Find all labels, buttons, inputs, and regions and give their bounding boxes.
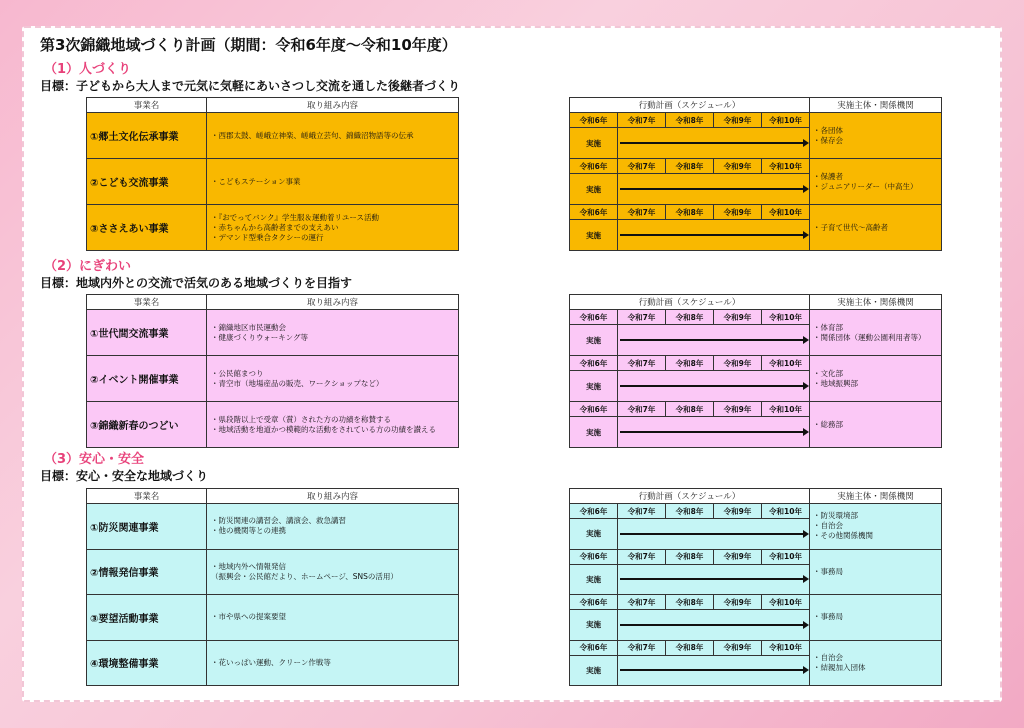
year-row <box>570 356 942 371</box>
section-heading: （1）人づくり <box>44 62 132 77</box>
organization-line: ・子育て世代〜高齢者 <box>813 222 888 232</box>
year-label: 令和8年 <box>666 310 714 325</box>
year-label: 令和9年 <box>714 310 762 325</box>
project-name: ②こども交流事業 <box>87 159 207 205</box>
year-label: 令和7年 <box>618 310 666 325</box>
year-row <box>570 159 942 174</box>
header-organization: 実施主体・関係機関 <box>810 98 942 113</box>
schedule-table <box>569 488 942 686</box>
schedule-arrow-cell <box>618 519 810 550</box>
year-label: 令和9年 <box>714 402 762 417</box>
organization-cell <box>810 504 942 550</box>
organization-cell <box>810 310 942 356</box>
project-name: ③要望活動事業 <box>87 595 207 641</box>
table-row <box>87 549 459 595</box>
header-content: 取り組み内容 <box>207 295 459 310</box>
project-content <box>207 113 459 159</box>
year-label: 令和8年 <box>666 205 714 220</box>
year-label: 令和10年 <box>762 113 810 128</box>
year-label: 令和8年 <box>666 402 714 417</box>
organization-cell <box>810 549 942 595</box>
header-content: 取り組み内容 <box>207 98 459 113</box>
year-label: 令和10年 <box>762 402 810 417</box>
year-label: 令和9年 <box>714 113 762 128</box>
implement-label: 実施 <box>570 610 618 641</box>
year-label: 令和6年 <box>570 549 618 564</box>
content-line: ・市や県への提案要望 <box>211 612 286 622</box>
organization-line: ・その他関係機関 <box>813 531 873 541</box>
implement-label: 実施 <box>570 564 618 595</box>
schedule-arrow <box>620 234 807 236</box>
schedule-arrow-cell <box>618 371 810 402</box>
organization-line: ・保護者 <box>813 171 843 181</box>
year-label: 令和7年 <box>618 504 666 519</box>
schedule-arrow-cell <box>618 325 810 356</box>
header-content: 取り組み内容 <box>207 489 459 504</box>
organization-line: ・自治会 <box>813 521 843 531</box>
year-label: 令和10年 <box>762 549 810 564</box>
project-content <box>207 205 459 251</box>
content-line: ・地域内外へ情報発信 <box>211 561 286 571</box>
organization-line: ・ジュニアリーダー（中高生） <box>813 181 918 191</box>
project-table <box>86 97 459 251</box>
organization-line: ・事務局 <box>813 612 843 622</box>
content-line: ・他の機関等との連携 <box>211 526 286 536</box>
content-line: ・西郡太鼓、嵯峨立神楽、嵯峨立芸句、錦織沼物語等の伝承 <box>211 130 414 140</box>
table-row <box>87 113 459 159</box>
year-label: 令和9年 <box>714 356 762 371</box>
content-line: ・花いっぱい運動、クリーン作戦等 <box>211 657 331 667</box>
content-line: ・こどもステーション事業 <box>211 176 301 186</box>
project-name: ①郷土文化伝承事業 <box>87 113 207 159</box>
schedule-arrow-cell <box>618 174 810 205</box>
organization-cell <box>810 402 942 448</box>
year-label: 令和6年 <box>570 310 618 325</box>
schedule-arrow <box>620 339 807 341</box>
project-table <box>86 488 459 686</box>
organization-cell <box>810 356 942 402</box>
organization-line: ・自治会 <box>813 652 843 662</box>
year-label: 令和10年 <box>762 310 810 325</box>
project-name: ③ささえあい事業 <box>87 205 207 251</box>
schedule-arrow-cell <box>618 128 810 159</box>
section-goal: 目標：子どもから大人まで元気に気軽にあいさつし交流を通した後継者づくり <box>40 79 461 93</box>
year-label: 令和7年 <box>618 402 666 417</box>
content-line: ・健康づくりウォーキング等 <box>211 332 308 342</box>
year-label: 令和10年 <box>762 595 810 610</box>
header-schedule: 行動計画（スケジュール） <box>570 295 810 310</box>
year-label: 令和8年 <box>666 640 714 655</box>
schedule-arrow-cell <box>618 610 810 641</box>
schedule-table <box>569 294 942 448</box>
header-project-name: 事業名 <box>87 98 207 113</box>
year-label: 令和8年 <box>666 159 714 174</box>
schedule-arrow-cell <box>618 564 810 595</box>
organization-line: ・総務部 <box>813 419 843 429</box>
organization-line: ・地域振興部 <box>813 378 858 388</box>
implement-label: 実施 <box>570 325 618 356</box>
content-line: ・防災関連の講習会、講演会、救急講習 <box>211 516 346 526</box>
schedule-arrow <box>620 188 807 190</box>
year-label: 令和8年 <box>666 549 714 564</box>
project-name: ④環境整備事業 <box>87 640 207 686</box>
organization-line: ・結親加入団体 <box>813 662 866 672</box>
implement-label: 実施 <box>570 371 618 402</box>
content-line: ・錦織地区市民運動会 <box>211 322 286 332</box>
table-row <box>87 205 459 251</box>
schedule-arrow-cell <box>618 220 810 251</box>
schedule-table <box>569 97 942 251</box>
content-line: ・赤ちゃんから高齢者までの支えあい <box>211 222 339 232</box>
year-label: 令和6年 <box>570 504 618 519</box>
content-line: ・青空市（地場産品の販売、ワークショップなど） <box>211 378 384 388</box>
content-line: ・デマンド型乗合タクシーの運行 <box>211 232 324 242</box>
year-label: 令和9年 <box>714 159 762 174</box>
year-label: 令和7年 <box>618 356 666 371</box>
schedule-arrow <box>620 533 807 535</box>
organization-cell <box>810 595 942 641</box>
year-row <box>570 504 942 519</box>
project-content <box>207 159 459 205</box>
content-line: ・地域活動を地道かつ模範的な活動をされている方の功績を讃える <box>211 424 436 434</box>
project-content <box>207 640 459 686</box>
year-label: 令和9年 <box>714 205 762 220</box>
schedule-arrow-cell <box>618 417 810 448</box>
project-content <box>207 595 459 641</box>
implement-label: 実施 <box>570 174 618 205</box>
year-label: 令和8年 <box>666 113 714 128</box>
year-label: 令和7年 <box>618 205 666 220</box>
schedule-arrow <box>620 578 807 580</box>
organization-line: ・保存会 <box>813 135 843 145</box>
year-label: 令和6年 <box>570 595 618 610</box>
project-content <box>207 310 459 356</box>
organization-cell <box>810 205 942 251</box>
header-organization: 実施主体・関係機関 <box>810 295 942 310</box>
year-label: 令和10年 <box>762 640 810 655</box>
year-label: 令和7年 <box>618 595 666 610</box>
year-label: 令和6年 <box>570 113 618 128</box>
project-content <box>207 402 459 448</box>
content-line: ・県段階以上で受章（賞）された方の功績を称賛する <box>211 414 391 424</box>
table-row <box>87 402 459 448</box>
project-content <box>207 504 459 550</box>
schedule-arrow <box>620 431 807 433</box>
year-label: 令和8年 <box>666 595 714 610</box>
organization-cell <box>810 640 942 686</box>
table-row <box>87 504 459 550</box>
schedule-arrow <box>620 669 807 671</box>
table-row <box>87 595 459 641</box>
header-organization: 実施主体・関係機関 <box>810 489 942 504</box>
year-label: 令和9年 <box>714 504 762 519</box>
page-title: 第3次錦織地域づくり計画（期間：令和6年度〜令和10年度） <box>40 36 457 54</box>
year-label: 令和10年 <box>762 205 810 220</box>
table-row <box>87 310 459 356</box>
year-label: 令和6年 <box>570 159 618 174</box>
year-row <box>570 205 942 220</box>
implement-label: 実施 <box>570 128 618 159</box>
year-label: 令和6年 <box>570 356 618 371</box>
schedule-arrow <box>620 142 807 144</box>
year-label: 令和9年 <box>714 595 762 610</box>
schedule-arrow <box>620 624 807 626</box>
organization-cell <box>810 159 942 205</box>
year-label: 令和7年 <box>618 113 666 128</box>
project-name: ③錦織新春のつどい <box>87 402 207 448</box>
section-goal: 目標：地域内外との交流で活気のある地域づくりを目指す <box>40 276 353 290</box>
section-goal: 目標：安心・安全な地域づくり <box>40 469 209 483</box>
year-label: 令和6年 <box>570 402 618 417</box>
year-row <box>570 310 942 325</box>
year-label: 令和10年 <box>762 356 810 371</box>
year-label: 令和7年 <box>618 549 666 564</box>
table-row <box>87 356 459 402</box>
organization-line: ・関係団体（運動公園利用者等） <box>813 332 926 342</box>
year-label: 令和10年 <box>762 504 810 519</box>
project-table <box>86 294 459 448</box>
content-line: ・公民館まつり <box>211 368 264 378</box>
header-schedule: 行動計画（スケジュール） <box>570 98 810 113</box>
project-name: ①世代間交流事業 <box>87 310 207 356</box>
schedule-arrow <box>620 385 807 387</box>
section-heading: （3）安心・安全 <box>44 452 145 467</box>
year-row <box>570 549 942 564</box>
year-label: 令和8年 <box>666 356 714 371</box>
year-row <box>570 595 942 610</box>
year-label: 令和7年 <box>618 640 666 655</box>
organization-line: ・体育部 <box>813 322 843 332</box>
implement-label: 実施 <box>570 417 618 448</box>
year-label: 令和6年 <box>570 640 618 655</box>
header-project-name: 事業名 <box>87 489 207 504</box>
organization-cell <box>810 113 942 159</box>
header-schedule: 行動計画（スケジュール） <box>570 489 810 504</box>
organization-line: ・各団体 <box>813 125 843 135</box>
year-label: 令和8年 <box>666 504 714 519</box>
content-line: ・『おでってバンク』学生服＆運動着リユース活動 <box>211 212 379 222</box>
project-name: ①防災関連事業 <box>87 504 207 550</box>
table-row <box>87 640 459 686</box>
schedule-arrow-cell <box>618 655 810 686</box>
table-row <box>87 159 459 205</box>
year-row <box>570 640 942 655</box>
year-row <box>570 402 942 417</box>
organization-line: ・文化部 <box>813 368 843 378</box>
organization-line: ・事務局 <box>813 566 843 576</box>
project-name: ②情報発信事業 <box>87 549 207 595</box>
year-label: 令和7年 <box>618 159 666 174</box>
year-label: 令和9年 <box>714 549 762 564</box>
year-row <box>570 113 942 128</box>
content-line: （振興会・公民館だより、ホームページ、SNSの活用） <box>211 571 398 581</box>
project-name: ②イベント開催事業 <box>87 356 207 402</box>
year-label: 令和6年 <box>570 205 618 220</box>
year-label: 令和10年 <box>762 159 810 174</box>
implement-label: 実施 <box>570 220 618 251</box>
project-content <box>207 549 459 595</box>
implement-label: 実施 <box>570 519 618 550</box>
header-project-name: 事業名 <box>87 295 207 310</box>
project-content <box>207 356 459 402</box>
implement-label: 実施 <box>570 655 618 686</box>
year-label: 令和9年 <box>714 640 762 655</box>
organization-line: ・防災環境部 <box>813 511 858 521</box>
section-heading: （2）にぎわい <box>44 259 132 274</box>
